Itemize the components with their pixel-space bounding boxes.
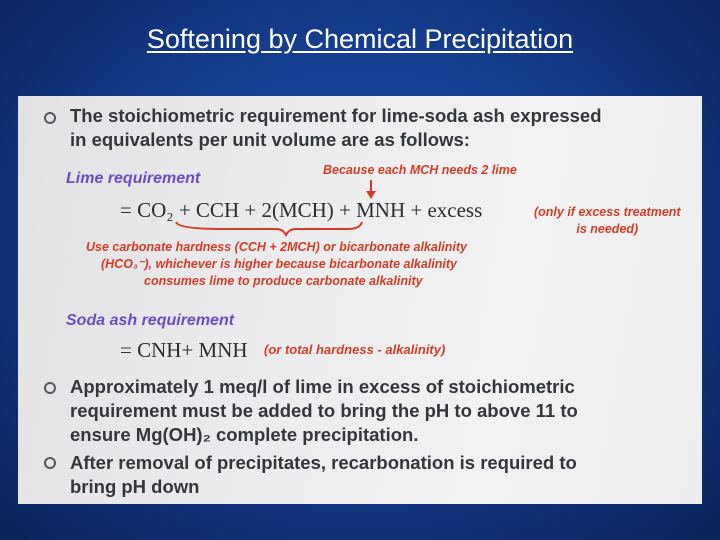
alkalinity-line-2: (HCO₃⁻), whichever is higher because bicarbonate alkalinity [101,257,458,271]
excess-note-line-2: is needed) [576,221,639,236]
soda-heading: Soda ash requirement [66,312,235,329]
bullet-dot [44,382,56,394]
bullet-dot [44,457,56,469]
mch-note: Because each MCH needs 2 lime [323,163,517,177]
alkalinity-line-3: consumes lime to produce carbonate alkalinity [144,274,423,288]
alkalinity-line-1: Use carbonate hardness (CCH + 2MCH) or bicarbonate alkalinity [86,240,468,254]
brace-path [176,222,362,235]
lime-equation: = CO₂ + CCH + 2(MCH) + MNH + excess [120,198,483,222]
soda-note: (or total hardness - alkalinity) [264,342,446,357]
lecture-photo [18,96,702,504]
slide-title: Softening by Chemical Precipitation [146,24,574,54]
bullet2-line-2: requirement must be added to bring the pH to above 11 to [70,400,578,421]
excess-note-line-1: (only if excess treatment [534,205,681,219]
soda-equation: = CNH+ MNH [120,338,248,362]
intro-line-2: in equivalents per unit volume are as follows: [70,129,470,150]
bullet2-line-1: Approximately 1 meq/l of lime in excess of stoichiometric [70,376,575,397]
bullet3-line-1: After removal of precipitates, recarbonation is required to [70,452,577,473]
brace [18,220,702,240]
bullet-dot [44,112,56,124]
lime-heading: Lime requirement [66,170,201,187]
intro-line-1: The stoichiometric requirement for lime-soda ash expressed [70,105,602,126]
bullet2-line-3: ensure Mg(OH)₂ complete precipitation. [70,424,419,445]
bullet3-line-2: bring pH down [70,476,200,497]
